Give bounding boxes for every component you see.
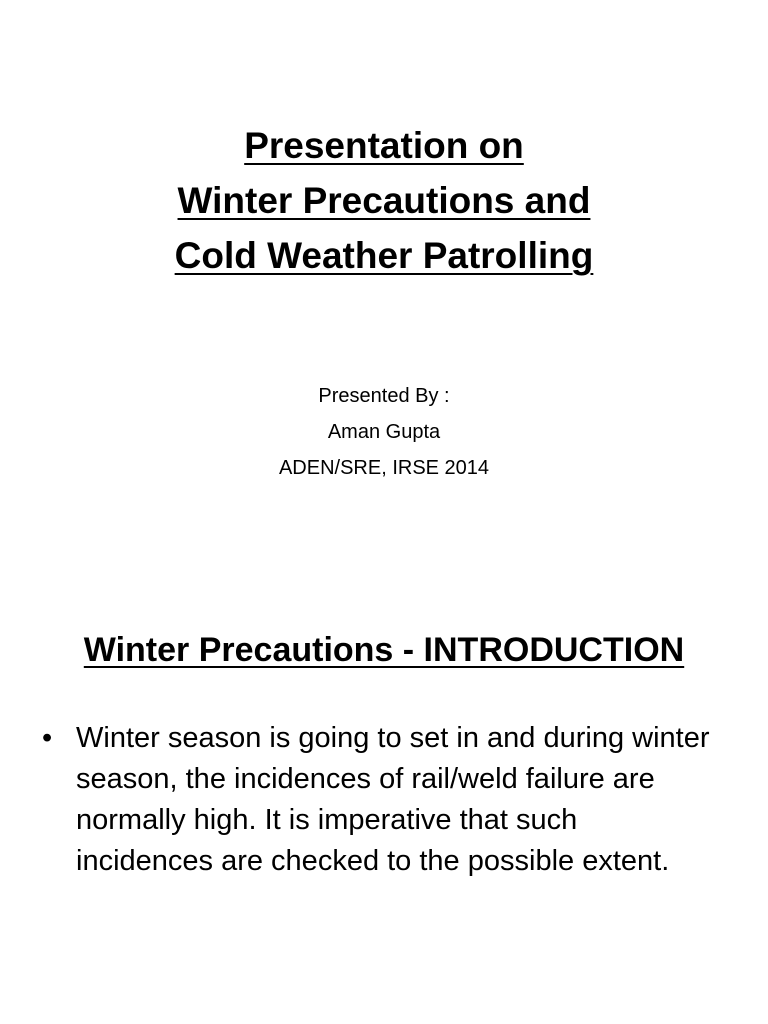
bullet-list [40,718,720,882]
introduction-slide [0,576,768,1024]
presenter-info [0,378,768,486]
bullet-icon: • [42,722,53,754]
presenter-designation: ADEN/SRE, IRSE 2014 [278,457,490,479]
slide-heading: Winter Precautions - INTRODUCTION [83,631,685,669]
title-line-3: Cold Weather Patrolling [174,235,594,276]
presented-by-label: Presented By : [318,385,450,407]
presenter-name: Aman Gupta [327,421,441,443]
list-item [40,718,720,882]
title-line-2: Winter Precautions and [177,180,591,221]
bullet-text: Winter season is going to set in and during winter season, the incidences of rail/weld failure are normally high. It is imperative that such incidences are checked to the possible extent. [76,722,710,877]
title-line-1: Presentation on [244,125,524,166]
presentation-title [0,118,768,283]
